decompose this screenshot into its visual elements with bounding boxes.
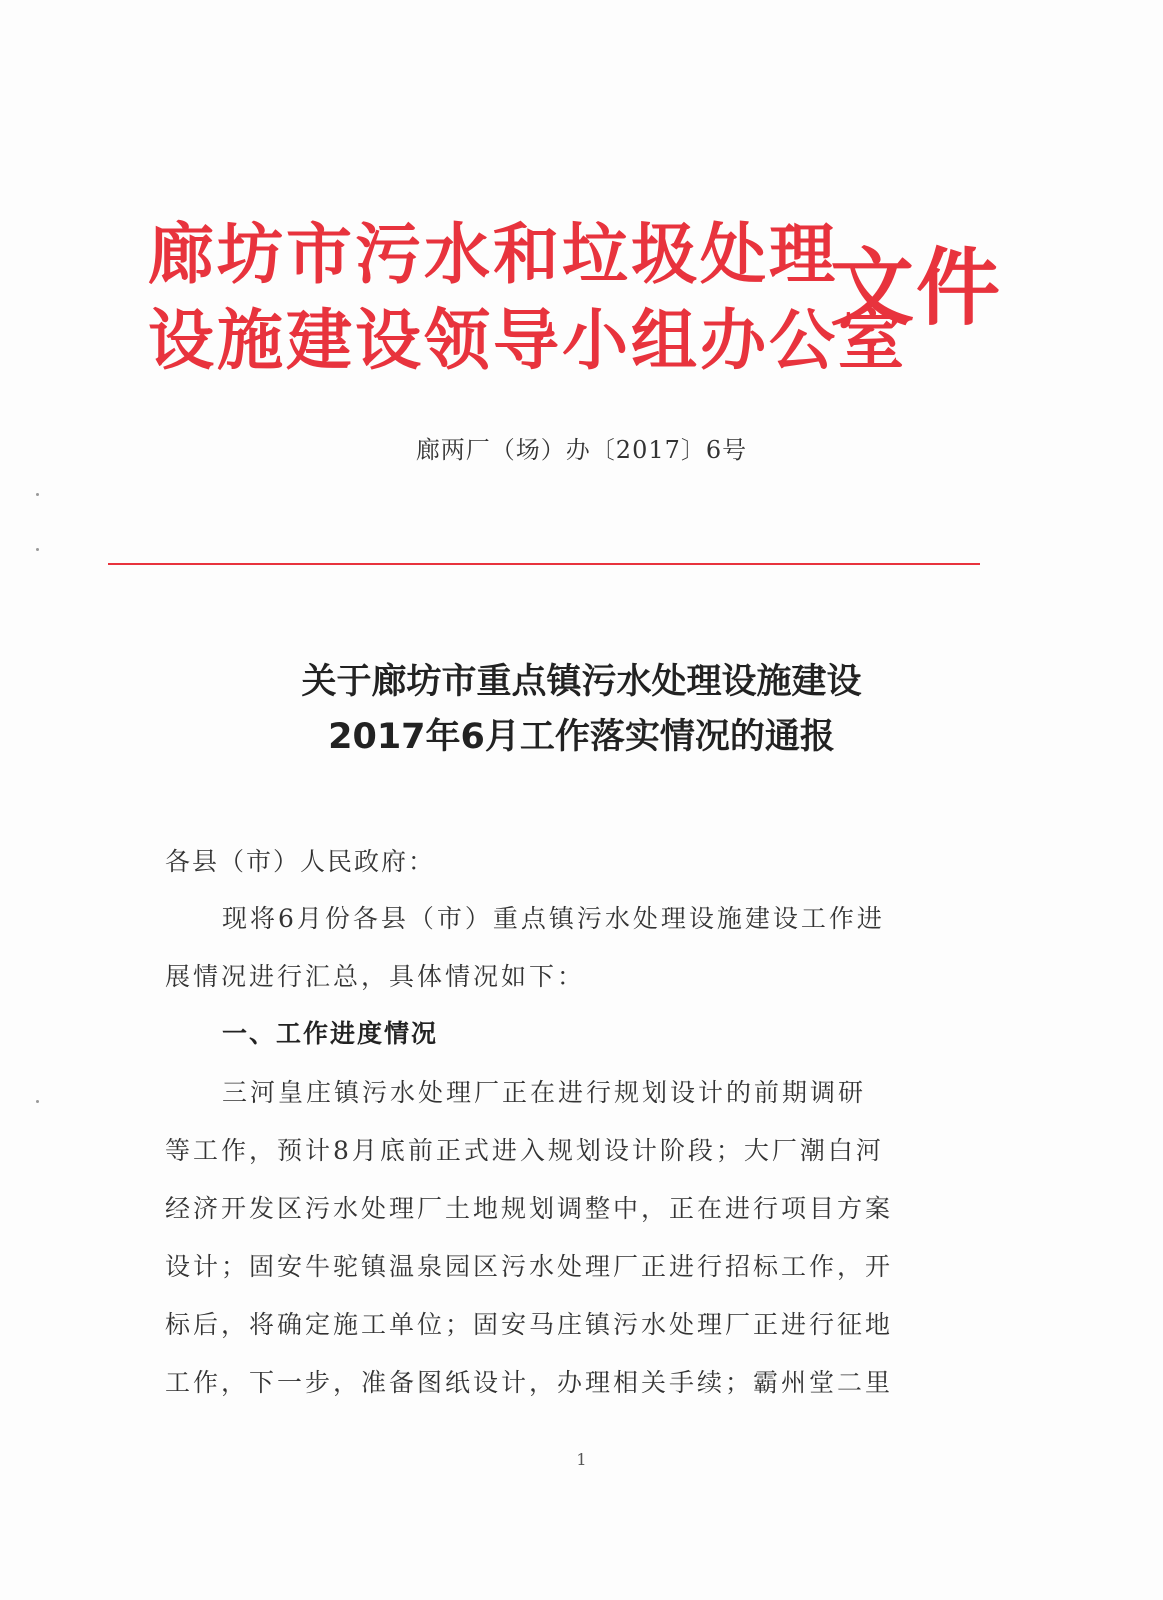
paragraph-line: 经济开发区污水处理厂土地规划调整中，正在进行项目方案 bbox=[165, 1194, 894, 1223]
issuing-organization bbox=[148, 212, 907, 384]
document-title bbox=[0, 655, 1163, 765]
scan-speck bbox=[36, 493, 39, 496]
title-line-1: 关于廊坊市重点镇污水处理设施建设 bbox=[301, 662, 862, 702]
page-number: 1 bbox=[576, 1450, 587, 1469]
document-number: 廊两厂（场）办〔2017〕6号 bbox=[415, 436, 748, 464]
red-divider-line bbox=[108, 563, 980, 565]
section-heading: 一、工作进度情况 bbox=[222, 1019, 439, 1048]
scan-speck bbox=[36, 1100, 39, 1103]
salutation: 各县（市）人民政府： bbox=[165, 847, 436, 876]
document-type-label: 文件 bbox=[830, 239, 1003, 337]
paragraph-line: 三河皇庄镇污水处理厂正在进行规划设计的前期调研 bbox=[222, 1078, 867, 1107]
paragraph-line: 设计；固安牛驼镇温泉园区污水处理厂正进行招标工作，开 bbox=[165, 1252, 894, 1281]
intro-line-2: 展情况进行汇总，具体情况如下： bbox=[165, 962, 586, 991]
title-line-2: 2017年6月工作落实情况的通报 bbox=[328, 717, 835, 757]
paragraph-line: 等工作，预计8月底前正式进入规划设计阶段；大厂潮白河 bbox=[165, 1136, 884, 1165]
scan-speck bbox=[36, 548, 39, 551]
org-line-1: 廊坊市污水和垃圾处理 bbox=[148, 216, 838, 293]
org-line-2: 设施建设领导小组办公室 bbox=[148, 302, 907, 379]
intro-line-1: 现将6月份各县（市）重点镇污水处理设施建设工作进 bbox=[222, 904, 885, 933]
paragraph-line: 工作，下一步，准备图纸设计，办理相关手续；霸州堂二里 bbox=[165, 1368, 894, 1397]
paragraph-line: 标后，将确定施工单位；固安马庄镇污水处理厂正进行征地 bbox=[165, 1310, 894, 1339]
